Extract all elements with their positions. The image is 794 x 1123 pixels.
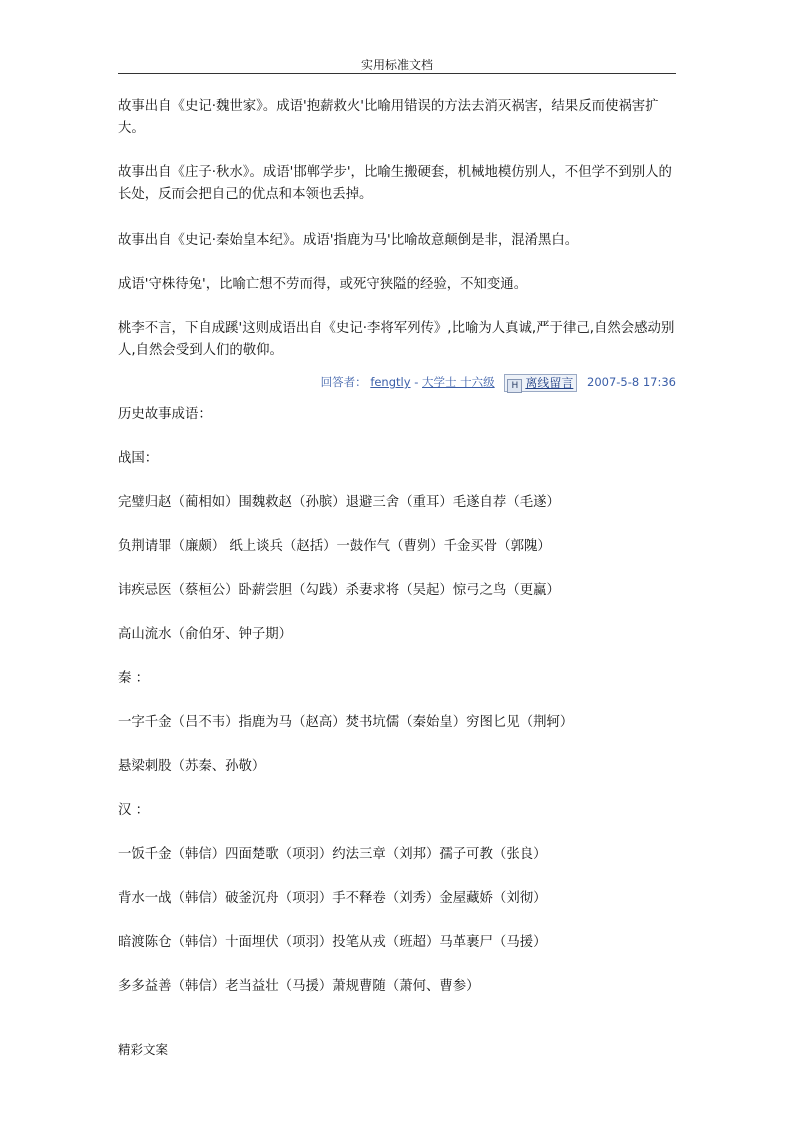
answerer-rank-link[interactable]: 大学士 十六级 bbox=[422, 375, 495, 389]
offline-message-label: 离线留言 bbox=[525, 375, 574, 390]
idiom-heading: 历史故事成语： bbox=[118, 407, 212, 422]
story-paragraph-2: 故事出自《庄子·秋水》。成语'邯郸学步'，比喻生搬硬套，机械地模仿别人，不但学不到别人的长处，反而会把自己的优点和本领也丢掉。 bbox=[118, 165, 672, 202]
idiom-line: 一饭千金（韩信）四面楚歌（项羽）约法三章（刘邦）孺子可教（张良） bbox=[118, 847, 547, 862]
header-divider bbox=[118, 73, 676, 74]
answerer-user-link[interactable]: fengtly bbox=[370, 375, 411, 389]
idiom-line: 背水一战（韩信）破釜沉舟（项羽）手不释卷（刘秀）金屋藏娇（刘彻） bbox=[118, 891, 547, 906]
idiom-line: 一字千金（吕不韦）指鹿为马（赵高）焚书坑儒（秦始皇）穷图匕见（荆轲） bbox=[118, 715, 574, 730]
story-paragraph-1: 故事出自《史记·魏世家》。成语'抱薪救火'比喻用错误的方法去消灭祸害，结果反而使祸害扩大。 bbox=[118, 99, 659, 136]
message-icon: H bbox=[507, 379, 522, 393]
idiom-line: 讳疾忌医（蔡桓公）卧薪尝胆（勾践）杀妻求将（吴起）惊弓之鸟（更赢） bbox=[118, 583, 560, 598]
answer-info-row bbox=[118, 372, 676, 392]
answer-separator: - bbox=[410, 375, 423, 389]
story-paragraph-4: 成语'守株待兔'，比喻亡想不劳而得，或死守狭隘的经验，不知变通。 bbox=[118, 277, 528, 292]
story-paragraph-3: 故事出自《史记·秦始皇本纪》。成语'指鹿为马'比喻故意颠倒是非，混淆黑白。 bbox=[118, 233, 579, 248]
idiom-line: 暗渡陈仓（韩信）十面埋伏（项羽）投笔从戎（班超）马革裹尸（马援） bbox=[118, 935, 547, 950]
idiom-line: 多多益善（韩信）老当益壮（马援）萧规曹随（萧何、曹参） bbox=[118, 979, 480, 994]
dynasty-heading-warring-states: 战国： bbox=[118, 451, 159, 466]
idiom-line: 负荆请罪（廉颇） 纸上谈兵（赵括）一鼓作气（曹刿）千金买骨（郭隗） bbox=[118, 539, 551, 554]
idiom-line: 完璧归赵（蔺相如）围魏救赵（孙膑）退避三舍（重耳）毛遂自荐（毛遂） bbox=[118, 495, 560, 510]
idiom-line: 高山流水（俞伯牙、钟子期） bbox=[118, 627, 293, 642]
dynasty-heading-han: 汉 ： bbox=[118, 803, 150, 818]
answer-timestamp: 2007-5-8 17:36 bbox=[587, 375, 676, 389]
story-paragraph-5: 桃李不言，下自成蹊'这则成语出自《史记·李将军列传》,比喻为人真诚,严于律己,自然会感动别人,自然会受到人们的敬仰。 bbox=[118, 321, 675, 358]
page-footer: 精彩文案 bbox=[118, 1042, 169, 1057]
dynasty-heading-qin: 秦 ： bbox=[118, 671, 150, 686]
page-header: 实用标准文档 bbox=[360, 58, 433, 72]
idiom-line: 悬梁刺股（苏秦、孙敬） bbox=[118, 759, 266, 774]
answerer-label: 回答者： bbox=[320, 375, 367, 389]
offline-message-button[interactable] bbox=[504, 374, 577, 392]
